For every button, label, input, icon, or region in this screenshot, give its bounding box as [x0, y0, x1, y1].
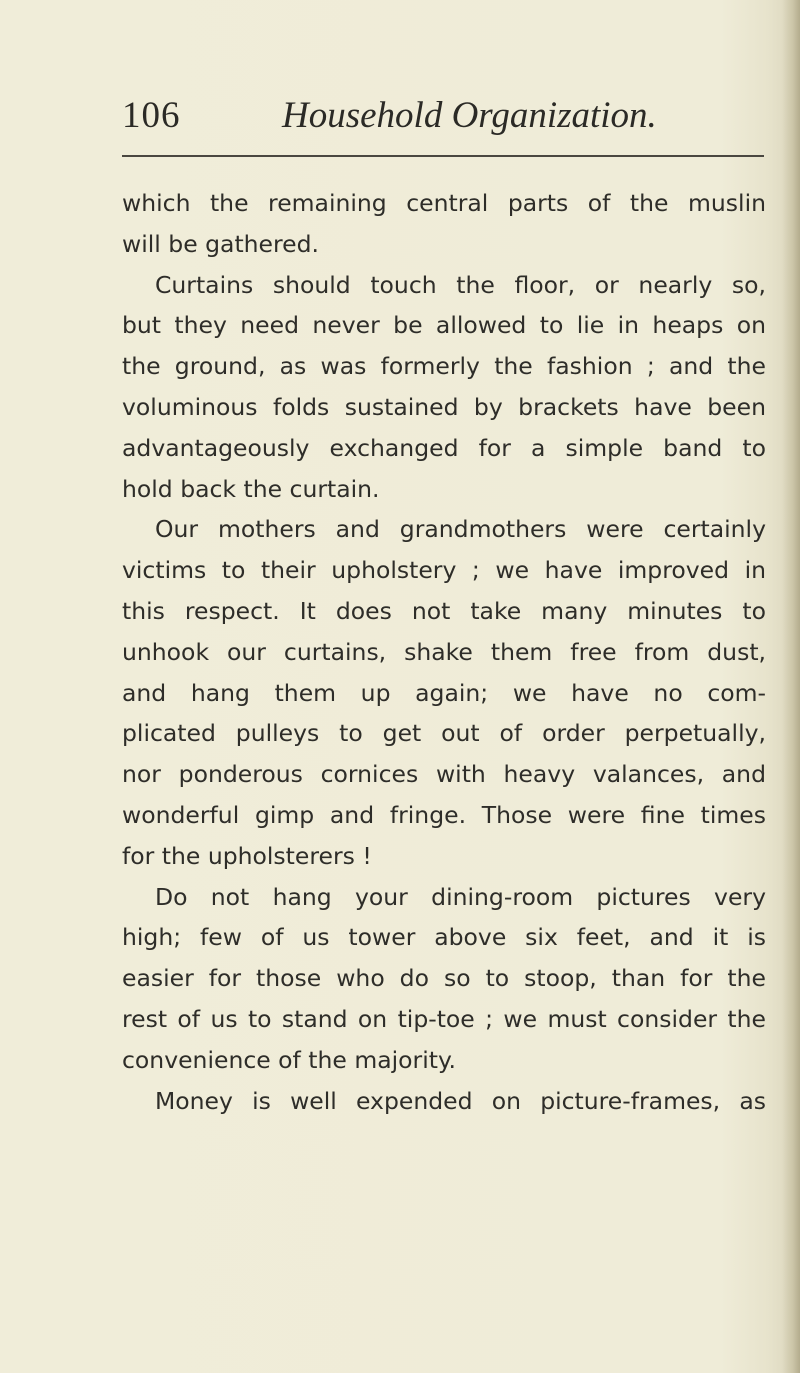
text-line: rest of us to stand on tip-toe ; we must consider the — [122, 1004, 766, 1033]
text-line: Do not hang your dining-room pictures very — [155, 882, 766, 911]
text-line: advantageously exchanged for a simple band to — [122, 433, 766, 462]
text-line: wonderful gimp and fringe. Those were fine times — [122, 800, 766, 829]
text-line: plicated pulleys to get out of order perpetually, — [122, 719, 766, 748]
text-line: nor ponderous cornices with heavy valances, and — [122, 760, 766, 789]
text-line: high; few of us tower above six feet, and it is — [122, 923, 766, 952]
text-line: this respect. It does not take many minutes to — [122, 596, 766, 625]
page-number: 106 — [122, 95, 181, 136]
text-line: the ground, as was formerly the fashion ; and the — [122, 352, 766, 381]
text-line: convenience of the majority. — [122, 1045, 456, 1074]
text-line: voluminous folds sustained by brackets have been — [122, 392, 766, 421]
text-line: Money is well expended on picture-frames, as — [155, 1086, 766, 1115]
text-line: but they need never be allowed to lie in heaps on — [122, 311, 766, 340]
text-line: victims to their upholstery ; we have improved in — [122, 556, 766, 585]
page-edge-shadow — [782, 0, 800, 1373]
body-text — [122, 183, 766, 1121]
text-line: for the upholsterers ! — [122, 841, 372, 870]
text-line: hold back the curtain. — [122, 474, 380, 503]
text-line: easier for those who do so to stoop, than for the — [122, 964, 766, 993]
text-line: and hang them up again; we have no com- — [122, 678, 766, 707]
header-rule — [122, 155, 764, 157]
text-line: will be gathered. — [122, 229, 319, 258]
text-line: Our mothers and grandmothers were certainly — [155, 515, 766, 544]
page-header — [122, 92, 762, 140]
text-line: unhook our curtains, shake them free from dust, — [122, 637, 766, 666]
text-line: Curtains should touch the floor, or nearly so, — [155, 270, 766, 299]
running-title: Household Organization. — [282, 95, 657, 136]
text-line: which the remaining central parts of the muslin — [122, 189, 766, 217]
